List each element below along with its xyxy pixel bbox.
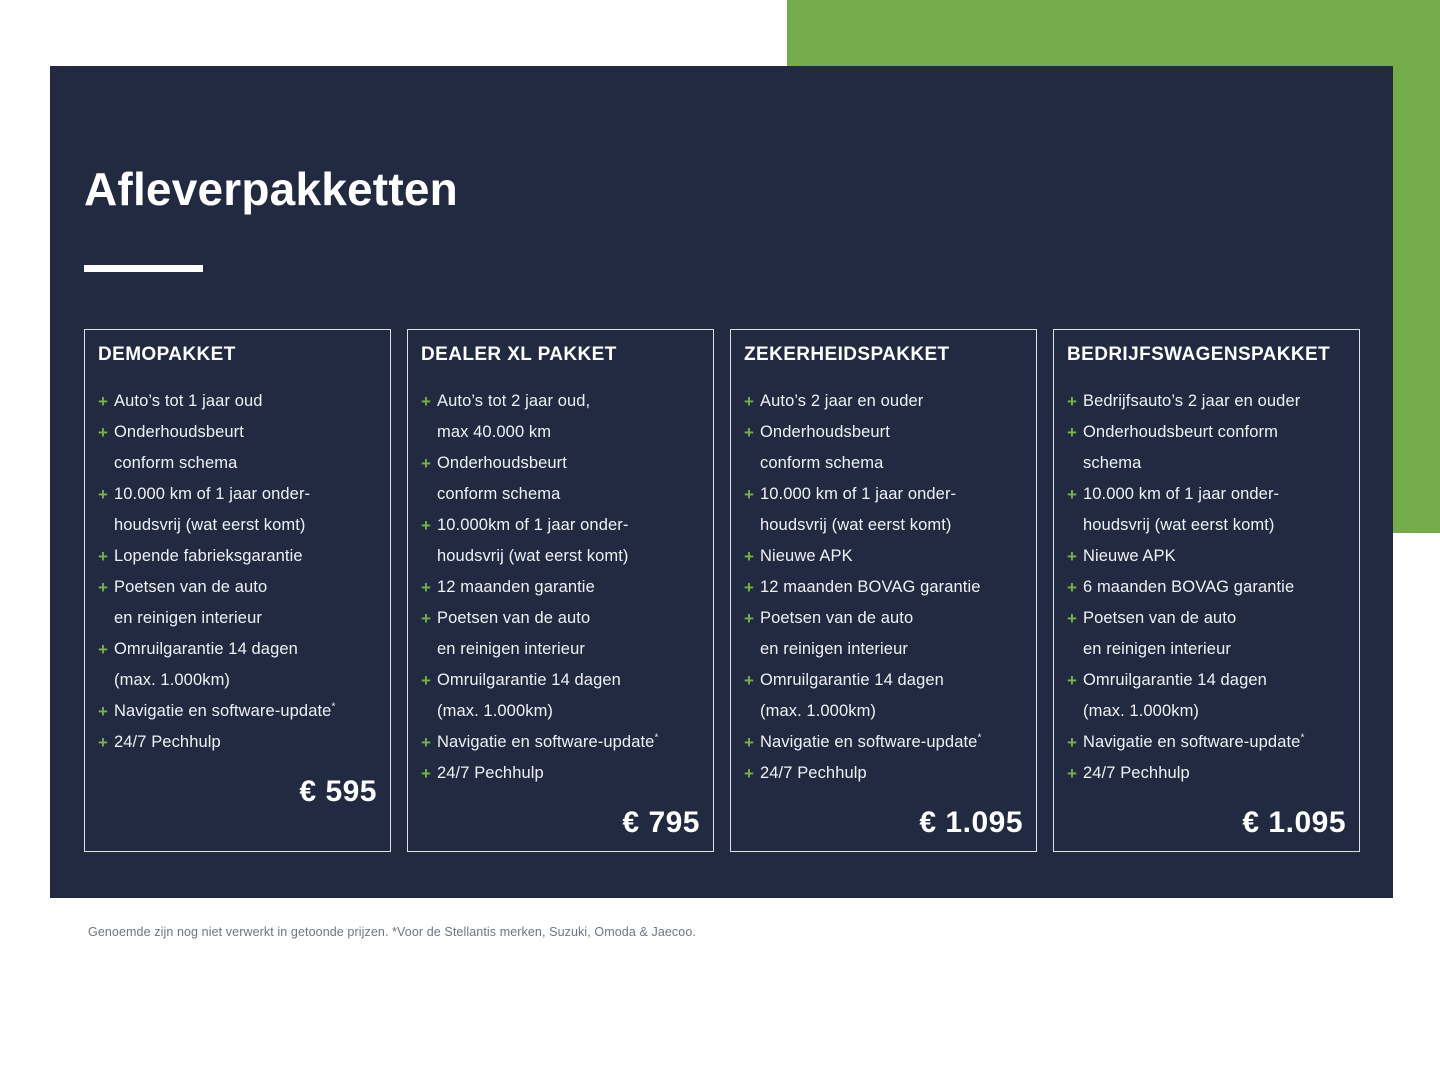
feature-line: houdsvrij (wat eerst komt) [760, 516, 952, 534]
package-price: € 1.095 [919, 806, 1023, 839]
plus-icon: + [744, 547, 754, 566]
package-card [1053, 329, 1360, 852]
feature-line: (max. 1.000km) [1083, 702, 1200, 720]
plus-icon: + [421, 764, 431, 783]
feature-item [98, 541, 377, 572]
plus-icon: + [1067, 733, 1077, 752]
feature-item [744, 727, 1023, 758]
feature-item [98, 696, 377, 727]
feature-item [1067, 479, 1346, 541]
plus-icon: + [1067, 547, 1077, 566]
feature-item [744, 417, 1023, 479]
plus-icon: + [744, 578, 754, 597]
feature-item [98, 417, 377, 479]
package-title: DEMOPAKKET [98, 344, 236, 365]
feature-line: 12 maanden garantie [437, 578, 595, 596]
plus-icon: + [744, 485, 754, 504]
footnote: Genoemde zijn nog niet verwerkt in getoonde prijzen. *Voor de Stellantis merken, Suzuki, Omoda & Jaecoo. [88, 925, 696, 939]
feature-line: Onderhoudsbeurt [760, 423, 890, 441]
feature-item [421, 448, 700, 510]
plus-icon: + [1067, 764, 1077, 783]
feature-line: Navigatie en software-update* [760, 732, 982, 751]
asterisk-note-marker: * [654, 732, 659, 744]
feature-item [744, 603, 1023, 665]
plus-icon: + [421, 392, 431, 411]
plus-icon: + [744, 733, 754, 752]
plus-icon: + [1067, 485, 1077, 504]
plus-icon: + [98, 733, 108, 752]
feature-line: conform schema [760, 454, 884, 472]
feature-line: Poetsen van de auto [760, 609, 914, 627]
feature-line: Lopende fabrieksgarantie [114, 547, 303, 565]
feature-line: 10.000 km of 1 jaar onder- [1083, 485, 1280, 503]
feature-item [744, 541, 1023, 572]
plus-icon: + [1067, 578, 1077, 597]
plus-icon: + [744, 609, 754, 628]
package-price: € 1.095 [1242, 806, 1346, 839]
feature-line: 10.000 km of 1 jaar onder- [760, 485, 957, 503]
plus-icon: + [421, 516, 431, 535]
feature-line: houdsvrij (wat eerst komt) [114, 516, 306, 534]
feature-item [98, 572, 377, 634]
feature-line: Omruilgarantie 14 dagen [760, 671, 944, 689]
plus-icon: + [1067, 423, 1077, 442]
plus-icon: + [744, 671, 754, 690]
feature-item [1067, 417, 1346, 479]
feature-item [421, 572, 700, 603]
plus-icon: + [744, 764, 754, 783]
feature-item [421, 758, 700, 789]
feature-line: en reinigen interieur [437, 640, 585, 658]
feature-item [98, 634, 377, 696]
feature-item [98, 386, 377, 417]
package-title: ZEKERHEIDSPAKKET [744, 344, 950, 365]
feature-line: 24/7 Pechhulp [114, 733, 221, 751]
feature-list [744, 386, 1023, 789]
feature-item [1067, 665, 1346, 727]
plus-icon: + [421, 454, 431, 473]
plus-icon: + [1067, 392, 1077, 411]
package-card [730, 329, 1037, 852]
asterisk-note-marker: * [1300, 732, 1305, 744]
feature-line: en reinigen interieur [760, 640, 908, 658]
asterisk-note-marker: * [331, 701, 336, 713]
feature-line: Poetsen van de auto [437, 609, 591, 627]
feature-item [1067, 386, 1346, 417]
asterisk-note-marker: * [977, 732, 982, 744]
feature-item [1067, 572, 1346, 603]
feature-line: max 40.000 km [437, 423, 552, 441]
feature-list [421, 386, 700, 789]
package-title: DEALER XL PAKKET [421, 344, 617, 365]
feature-line: schema [1083, 454, 1142, 472]
feature-line: conform schema [437, 485, 561, 503]
feature-line: 12 maanden BOVAG garantie [760, 578, 981, 596]
feature-item [744, 479, 1023, 541]
feature-line: (max. 1.000km) [760, 702, 877, 720]
feature-line: Navigatie en software-update* [114, 701, 336, 720]
feature-line: Auto’s tot 2 jaar oud, [437, 392, 591, 410]
feature-item [1067, 541, 1346, 572]
feature-list [98, 386, 377, 758]
feature-item [98, 727, 377, 758]
feature-line: Poetsen van de auto [1083, 609, 1237, 627]
feature-line: 24/7 Pechhulp [437, 764, 544, 782]
feature-line: (max. 1.000km) [437, 702, 554, 720]
feature-line: (max. 1.000km) [114, 671, 231, 689]
feature-line: 6 maanden BOVAG garantie [1083, 578, 1295, 596]
feature-line: Navigatie en software-update* [1083, 732, 1305, 751]
feature-line: Onderhoudsbeurt [114, 423, 244, 441]
packages-panel [50, 66, 1393, 898]
feature-line: Bedrijfsauto’s 2 jaar en ouder [1083, 392, 1301, 410]
feature-line: 10.000km of 1 jaar onder- [437, 516, 629, 534]
plus-icon: + [421, 733, 431, 752]
feature-item [421, 603, 700, 665]
feature-line: houdsvrij (wat eerst komt) [437, 547, 629, 565]
feature-line: Omruilgarantie 14 dagen [1083, 671, 1267, 689]
feature-list [1067, 386, 1346, 789]
feature-line: Nieuwe APK [760, 547, 853, 565]
plus-icon: + [421, 578, 431, 597]
feature-line: 24/7 Pechhulp [760, 764, 867, 782]
package-card [84, 329, 391, 852]
feature-item [744, 758, 1023, 789]
feature-item [1067, 603, 1346, 665]
plus-icon: + [98, 578, 108, 597]
package-card [407, 329, 714, 852]
plus-icon: + [744, 423, 754, 442]
plus-icon: + [98, 423, 108, 442]
feature-line: Auto’s 2 jaar en ouder [760, 392, 924, 410]
package-price: € 595 [299, 775, 377, 808]
feature-line: en reinigen interieur [1083, 640, 1231, 658]
plus-icon: + [98, 547, 108, 566]
feature-line: Omruilgarantie 14 dagen [437, 671, 621, 689]
feature-line: Auto’s tot 1 jaar oud [114, 392, 263, 410]
feature-item [421, 727, 700, 758]
feature-line: Omruilgarantie 14 dagen [114, 640, 298, 658]
feature-item [421, 386, 700, 448]
feature-item [1067, 727, 1346, 758]
feature-line: Poetsen van de auto [114, 578, 268, 596]
plus-icon: + [98, 485, 108, 504]
feature-item [421, 665, 700, 727]
plus-icon: + [421, 609, 431, 628]
package-cards [84, 329, 1360, 852]
package-title: BEDRIJFSWAGENSPAKKET [1067, 344, 1331, 365]
feature-line: Onderhoudsbeurt [437, 454, 567, 472]
plus-icon: + [98, 702, 108, 721]
feature-line: en reinigen interieur [114, 609, 262, 627]
plus-icon: + [98, 392, 108, 411]
page-title: Afleverpakketten [84, 163, 458, 215]
feature-line: Onderhoudsbeurt conform [1083, 423, 1278, 441]
feature-line: Navigatie en software-update* [437, 732, 659, 751]
feature-item [1067, 758, 1346, 789]
plus-icon: + [1067, 609, 1077, 628]
feature-item [744, 386, 1023, 417]
feature-item [744, 572, 1023, 603]
feature-line: conform schema [114, 454, 238, 472]
feature-item [98, 479, 377, 541]
title-underline-bar [84, 265, 203, 272]
feature-item [744, 665, 1023, 727]
feature-line: 24/7 Pechhulp [1083, 764, 1190, 782]
plus-icon: + [421, 671, 431, 690]
package-price: € 795 [622, 806, 700, 839]
feature-line: houdsvrij (wat eerst komt) [1083, 516, 1275, 534]
feature-line: 10.000 km of 1 jaar onder- [114, 485, 311, 503]
plus-icon: + [98, 640, 108, 659]
plus-icon: + [1067, 671, 1077, 690]
feature-item [421, 510, 700, 572]
feature-line: Nieuwe APK [1083, 547, 1176, 565]
plus-icon: + [744, 392, 754, 411]
